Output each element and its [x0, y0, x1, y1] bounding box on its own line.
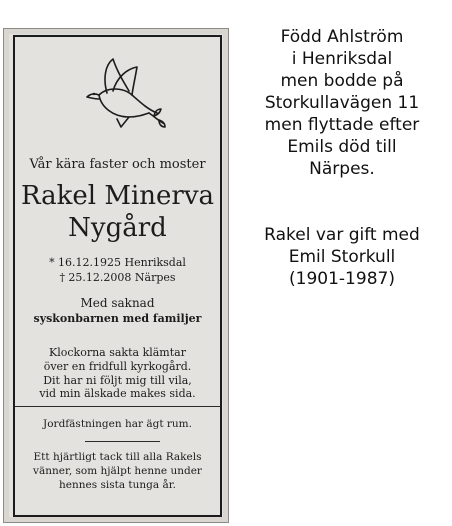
divider — [15, 406, 220, 407]
note-line: Emil Storkull — [288, 247, 396, 267]
mourners: syskonbarnen med familjer — [33, 312, 202, 325]
mourning-text: Med saknad — [80, 296, 155, 310]
poem-line: över en fridfull kyrkogård. — [43, 359, 192, 373]
note-line: men bodde på — [280, 71, 404, 91]
burial-notice: Jordfästningen har ägt rum. — [43, 418, 192, 430]
death-date: † 25.12.2008 Närpes — [59, 271, 176, 284]
note-line: Född Ahlström — [280, 27, 404, 47]
note-line: Närpes. — [309, 159, 375, 179]
note-origin — [236, 26, 448, 180]
thanks-line: Ett hjärtligt tack till alla Rakels — [33, 451, 202, 463]
obituary-frame — [13, 35, 222, 517]
poem-line: Klockorna sakta klämtar — [49, 346, 186, 359]
note-marriage — [236, 224, 448, 290]
annotation-notes — [236, 26, 448, 290]
note-line: Storkullavägen 11 — [264, 93, 420, 113]
deceased-name-first: Rakel Minerva — [20, 181, 215, 211]
deceased-name-last: Nygård — [68, 213, 167, 243]
thanks-line: vänner, som hjälpt henne under — [33, 465, 202, 477]
dove-with-olive-branch-icon — [77, 57, 167, 131]
note-line: (1901-1987) — [289, 269, 395, 289]
short-divider — [85, 441, 160, 442]
note-line: men flyttade efter — [264, 115, 420, 135]
poem-line: Dit har ni följt mig till vila, — [43, 373, 192, 387]
life-dates — [15, 255, 220, 285]
intro-text: Vår kära faster och moster — [29, 157, 206, 172]
thanks-line: hennes sista tunga år. — [59, 479, 176, 491]
poem-line: vid min älskade makes sida. — [39, 387, 196, 401]
note-line: i Henriksdal — [291, 49, 393, 69]
note-line: Rakel var gift med — [264, 225, 420, 245]
note-line: Emils död till — [287, 137, 397, 157]
obituary-clipping — [3, 28, 229, 523]
thanks-text — [15, 450, 220, 492]
birth-date: * 16.12.1925 Henriksdal — [49, 256, 186, 269]
poem — [15, 346, 220, 401]
